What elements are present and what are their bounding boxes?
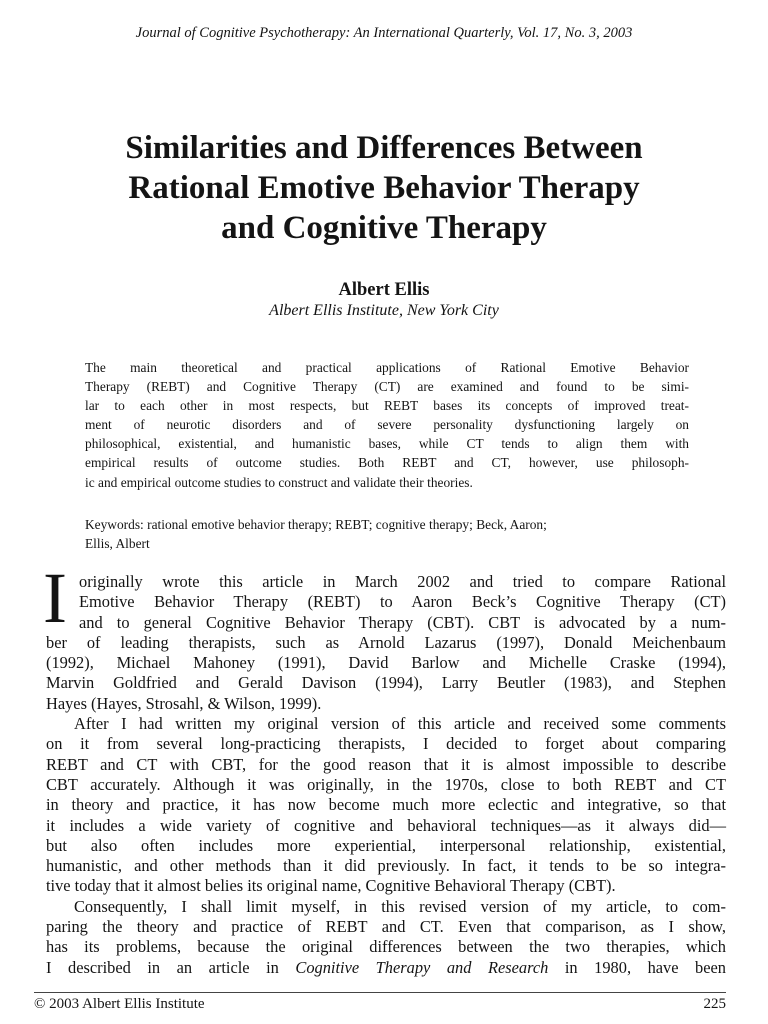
- abstract: [85, 358, 689, 492]
- article-title: [40, 128, 728, 248]
- body-line: After I had written my original version of this article and received some comments: [74, 714, 726, 734]
- title-line: Similarities and Differences Between: [125, 130, 643, 166]
- body-text-run: in 1980, have been: [548, 957, 726, 977]
- body-line: [46, 958, 726, 978]
- keywords-line: Keywords: rational emotive behavior therapy; REBT; cognitive therapy; Beck, Aaron;: [85, 517, 547, 532]
- keywords: [85, 515, 689, 553]
- body-line: has its problems, because the original differences between the two therapies, which: [46, 937, 726, 957]
- abstract-line: The main theoretical and practical applications of Rational Emotive Behavior: [85, 360, 689, 375]
- paragraph-2: [46, 714, 726, 897]
- body-line: Hayes (Hayes, Strosahl, & Wilson, 1999).: [46, 693, 322, 713]
- page-number: 225: [703, 996, 726, 1012]
- body-line: tive today that it almost belies its original name, Cognitive Behavioral Therapy (CBT).: [46, 876, 616, 896]
- body-text-run: I described in an article in: [46, 957, 296, 977]
- body-line: ber of leading therapists, such as Arnold Lazarus (1997), Donald Meichenbaum: [46, 632, 726, 652]
- abstract-line: ment of neurotic disorders and of severe personality dysfunctioning largely on: [85, 417, 689, 433]
- body-line: CBT accurately. Although it was originally, in the 1970s, close to both REBT and CT: [46, 774, 726, 794]
- body-line: Emotive Behavior Therapy (REBT) to Aaron Beck’s Cognitive Therapy (CT): [79, 592, 726, 612]
- paragraph-3: [46, 897, 726, 978]
- abstract-line: philosophical, existential, and humanistic bases, while CT tends to align them with: [85, 436, 689, 452]
- drop-cap: I: [43, 558, 67, 638]
- footer-rule: [34, 992, 726, 993]
- body-line: REBT and CT with CBT, for the good reason that it is almost impossible to describe: [46, 754, 726, 774]
- author-affiliation: Albert Ellis Institute, New York City: [269, 302, 499, 319]
- body-text: [43, 558, 726, 978]
- abstract-line: empirical results of outcome studies. Both REBT and CT, however, use philosoph-: [85, 455, 689, 471]
- author-name: Albert Ellis: [338, 280, 430, 300]
- keywords-line: Ellis, Albert: [85, 536, 150, 552]
- body-line: on it from several long-practicing therapists, I decided to forget about comparing: [46, 734, 726, 754]
- body-line: it includes a wide variety of cognitive and behavioral techniques—as it always did—: [46, 815, 726, 835]
- body-line: originally wrote this article in March 2002 and tried to compare Rational: [79, 572, 726, 591]
- body-line: and to general Cognitive Behavior Therapy (CBT). CBT is advocated by a num-: [79, 612, 726, 632]
- body-line: Consequently, I shall limit myself, in this revised version of my article, to com-: [74, 896, 726, 916]
- body-line: in theory and practice, it has now become much more eclectic and integrative, so that: [46, 795, 726, 815]
- abstract-line: ic and empirical outcome studies to construct and validate their theories.: [85, 474, 473, 490]
- body-line: Marvin Goldfried and Gerald Davison (1994), Larry Beutler (1983), and Stephen: [46, 673, 726, 693]
- journal-title-italic: Cognitive Therapy and Research: [295, 957, 549, 977]
- title-line: Rational Emotive Behavior Therapy: [128, 170, 640, 206]
- title-line: and Cognitive Therapy: [221, 210, 547, 246]
- body-line: (1992), Michael Mahoney (1991), David Barlow and Michelle Craske (1994),: [46, 653, 726, 673]
- abstract-line: lar to each other in most respects, but REBT bases its concepts of improved treat-: [85, 398, 689, 414]
- paragraph-1: [43, 558, 726, 714]
- body-line: but also often includes more experiential, interpersonal relationship, existential,: [46, 835, 726, 855]
- body-line: humanistic, and other methods than it did previously. In fact, it tends to be so integra-: [46, 856, 726, 876]
- copyright-notice: © 2003 Albert Ellis Institute: [34, 996, 205, 1012]
- body-line: paring the theory and practice of REBT and CT. Even that comparison, as I show,: [46, 917, 726, 937]
- journal-header: Journal of Cognitive Psychotherapy: An International Quarterly, Vol. 17, No. 3, 2003: [135, 25, 633, 41]
- abstract-line: Therapy (REBT) and Cognitive Therapy (CT) are examined and found to be simi-: [85, 379, 689, 395]
